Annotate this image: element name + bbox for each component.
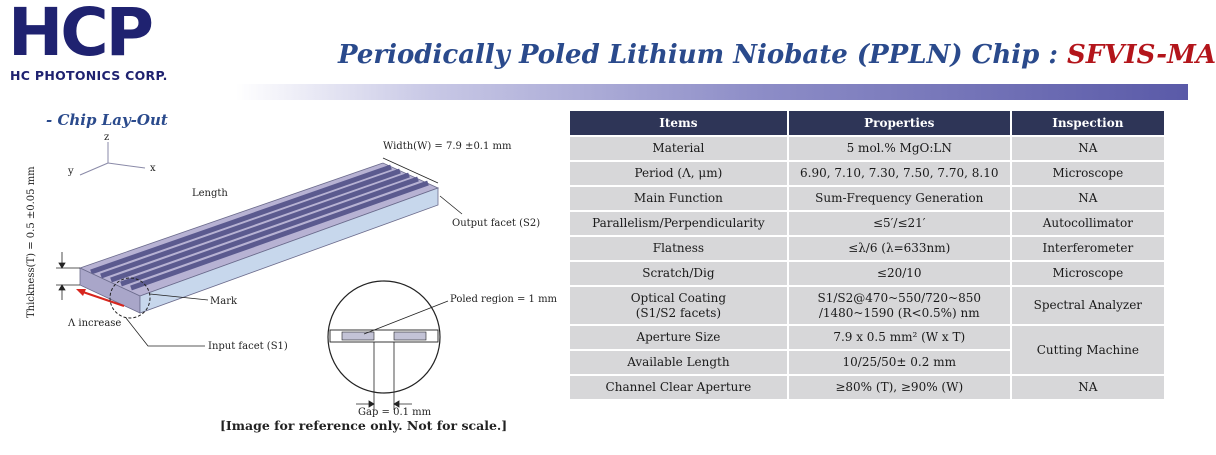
product-model: SFVIS-MA (1067, 40, 1216, 70)
axes-icon (80, 142, 145, 175)
table-row (570, 162, 1164, 185)
cell-inspection: Autocollimator (1012, 212, 1164, 235)
cell-item: Parallelism/Perpendicularity (570, 212, 787, 235)
length-label: Length (192, 188, 228, 199)
table-row (570, 262, 1164, 285)
lambda-increase-label: Λ increase (68, 318, 122, 329)
cell-inspection: NA (1012, 137, 1164, 160)
cell-item: Period (Λ, μm) (570, 162, 787, 185)
table-row (570, 287, 1164, 324)
header-inspection: Inspection (1012, 111, 1164, 135)
cell-property (789, 287, 1010, 324)
cell-property: ≤20/10 (789, 262, 1010, 285)
axis-z-label: z (104, 132, 110, 143)
cell-property: 7.9 x 0.5 mm² (W x T) (789, 326, 1010, 349)
diagram-caption: [Image for reference only. Not for scale.] (220, 418, 508, 433)
cell-property-line2: /1480~1590 (R<0.5%) nm (818, 305, 980, 320)
header-properties: Properties (789, 111, 1010, 135)
cell-item: Material (570, 137, 787, 160)
cell-inspection: Spectral Analyzer (1012, 287, 1164, 324)
table-row (570, 237, 1164, 260)
thickness-label: Thickness(T) = 0.5 ±0.05 mm (26, 166, 37, 318)
gap-label: Gap = 0.1 mm (358, 407, 432, 418)
cell-inspection: NA (1012, 187, 1164, 210)
page-title-text: Periodically Poled Lithium Niobate (PPLN) Chip : (338, 40, 1067, 70)
table-row (570, 187, 1164, 210)
logo-letters: HCP (8, 0, 152, 71)
cell-property: ≥80% (T), ≥90% (W) (789, 376, 1010, 399)
company-logo (8, 0, 233, 84)
cell-inspection: Interferometer (1012, 237, 1164, 260)
cell-inspection: Microscope (1012, 162, 1164, 185)
poled-region-label: Poled region = 1 mm (450, 294, 558, 305)
cell-item: Channel Clear Aperture (570, 376, 787, 399)
cell-item: Main Function (570, 187, 787, 210)
cell-property: Sum-Frequency Generation (789, 187, 1010, 210)
input-facet-label: Input facet (S1) (208, 341, 288, 352)
cell-property: ≤λ/6 (λ=633nm) (789, 237, 1010, 260)
mark-label: Mark (210, 296, 238, 307)
section-label-chip-layout: - Chip Lay-Out (46, 111, 168, 129)
cell-property: 10/25/50± 0.2 mm (789, 351, 1010, 374)
cell-item: Flatness (570, 237, 787, 260)
cell-property: 6.90, 7.10, 7.30, 7.50, 7.70, 8.10 (789, 162, 1010, 185)
logo-company-name: HC PHOTONICS CORP. (10, 68, 168, 83)
cell-inspection: NA (1012, 376, 1164, 399)
header-gradient-bar (236, 84, 1188, 100)
cell-inspection: Cutting Machine (1012, 326, 1164, 374)
cell-property: ≤5′/≤21′ (789, 212, 1010, 235)
cell-item (570, 287, 787, 324)
cell-item-line1: Optical Coating (630, 290, 727, 305)
table-row (570, 137, 1164, 160)
cell-item: Scratch/Dig (570, 262, 787, 285)
thickness-dimension (56, 252, 80, 300)
axis-y-label: y (68, 166, 74, 177)
table-row (570, 376, 1164, 399)
page-title (338, 40, 1216, 70)
cell-inspection: Microscope (1012, 262, 1164, 285)
axis-x-label: x (150, 163, 156, 174)
cell-item: Available Length (570, 351, 787, 374)
cell-property-line1: S1/S2@470~550/720~850 (817, 290, 981, 305)
magnified-detail (328, 281, 440, 393)
table-row (570, 326, 1164, 349)
output-facet-label: Output facet (S2) (452, 218, 541, 229)
spec-table (568, 109, 1166, 401)
table-header-row (570, 111, 1164, 135)
table-row (570, 212, 1164, 235)
width-label: Width(W) = 7.9 ±0.1 mm (383, 141, 512, 152)
header-items: Items (570, 111, 787, 135)
cell-item-line2: (S1/S2 facets) (635, 305, 722, 320)
cell-item: Aperture Size (570, 326, 787, 349)
cell-property: 5 mol.% MgO:LN (789, 137, 1010, 160)
chip-layout-diagram (0, 100, 560, 455)
